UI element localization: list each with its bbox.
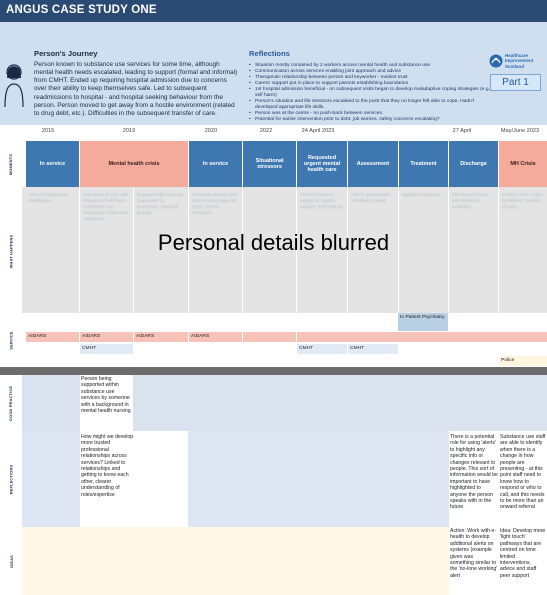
part-label: Part 1 (490, 74, 541, 91)
service-aidars: AIDARS (26, 332, 79, 342)
moment-mh-crisis: MH Crisis (499, 141, 547, 187)
row-label-service (0, 313, 22, 367)
row-label-text: GOOD PRACTICE (8, 385, 14, 421)
row-label-text: WHAT HAPPENS (8, 234, 14, 268)
service-police: Police (499, 356, 547, 366)
year-label: 2022 (259, 128, 273, 134)
section-divider (0, 367, 547, 375)
logo-mark-icon (489, 54, 503, 68)
year-label: 2019 (122, 128, 136, 134)
row-label-good-practice (0, 375, 22, 431)
reflection-item: • Person's situation and life stressors escalated to the point that they no longer felt able to cope. Hadn't developed appropriate life skills. (249, 99, 491, 111)
good-practice-text: Person being supported within substance use services by someone with a background in mental health nursing (81, 376, 131, 415)
reflections-list (249, 63, 491, 123)
reflection-cell: Substance use staff are able to identify when there is a change in how people are presenting - at this point staff need to know how to respond or who to call, and this needs to be more than an onward referral (500, 434, 546, 511)
logo-line: Improvement (505, 58, 534, 64)
reflection-item: • Therapeutic relationship between person and keyworker - evident trust (249, 75, 491, 81)
reflection-item: • Communication across services enabling joint approach and advice (249, 69, 491, 75)
blur-notice: Personal details blurred (157, 230, 390, 255)
reflection-cell: There is a potential role for using 'alerts' to highlight any specific info or changes relevant to people. This sort of information would be important to have highlighted to anyone the person speaks with in the future. (450, 434, 498, 511)
service-inpatient: In Patient Psychiatry (398, 313, 448, 331)
moment-situational-stressors: Situational stressors (243, 141, 296, 187)
reflection-item: • Carers' support put in place to support parents establishing boundaries (249, 81, 491, 87)
year-label: 2020 (204, 128, 218, 134)
reflection-cell: How might we develop more trusted professional relationships across services? Linked to relationships and getting to know each other, clearer understanding of roles/expertise (81, 434, 134, 498)
blurred-text: Phoned services asking for urgent support. Referred on. (300, 192, 344, 209)
blurred-text: Further crisis. Police contacted. Transfer of care. (502, 192, 544, 209)
title-bar (0, 0, 547, 22)
service-aidars: AIDARS (189, 332, 242, 342)
service-aidars-bar (243, 332, 296, 342)
blurred-text: CMHT assessment. Admitted to ward. (351, 192, 392, 203)
moment-in-service: In service (26, 141, 79, 187)
year-label: 27 April (452, 128, 472, 134)
moment-requested-urgent-care: Requested urgent mental health care (297, 141, 347, 187)
row-label-text: MOMENTS (8, 153, 14, 175)
service-aidars: AIDARS (80, 332, 133, 342)
logo-line: Healthcare (505, 53, 529, 58)
blurred-text: Discharged home with follow up arranged. (452, 192, 489, 209)
row-label-text: IDEAS (8, 554, 14, 568)
reflection-item: • Situation mostly contained by 2 workers across mental health and substance use (249, 63, 491, 69)
reflection-item: • 1st hospital admission beneficial - on subsequent visits began to develop maladaptive coping strategies (e.g. self harm) (249, 87, 491, 99)
journey-text: Person known to substance use services for some time, although mental health needs escalated, leading to support (formal and informal) from CMHT. Ended up requiring hospital admission due to concerns over their ability to keep themselves safe. Led to subsequent readmissions to hospital - and hospital seeking behaviour from the person. Person moved to get away from a hostile environment (related to drug debt, etc.). Difficulties in the subsequent transfer of care. (34, 61, 238, 117)
reflections-heading: Reflections (249, 49, 290, 58)
logo-text (505, 53, 533, 69)
row-label-ideas (0, 527, 22, 595)
person-icon (2, 62, 26, 108)
moment-treatment: Treatment (399, 141, 448, 187)
service-cmht: CMHT (348, 344, 398, 354)
row-label-text: REFLECTIONS (8, 464, 14, 494)
blurred-text: Stressors around debt and housing began to build. Anxiety increased. (192, 192, 238, 215)
year-label: 2015 (41, 128, 55, 134)
intro-panel (0, 22, 547, 125)
page-title: ANGUS CASE STUDY ONE (6, 4, 157, 16)
moment-mental-health-crisis: Mental health crisis (80, 141, 188, 187)
blurred-text: Presented at A&E with thoughts of self harm. Substance use increased. Crisis team contacted. (83, 192, 129, 221)
service-aidars: AIDARS (134, 332, 188, 342)
year-label: 24 April 2023 (301, 128, 335, 134)
idea-cell: Idea: Develop more 'light touch' pathways that are centred on time limited interventions, advice and staff peer support (500, 528, 546, 579)
moment-discharge: Discharge (449, 141, 498, 187)
blurred-text: Engaged with services. Supported by keyworker. Attended groups. (137, 192, 185, 215)
service-aidars-bar (297, 332, 547, 342)
his-logo (489, 52, 547, 74)
row-label-moments (0, 141, 22, 187)
moment-assessment: Assessment (348, 141, 398, 187)
row-label-reflections (0, 431, 22, 527)
reflection-item: • Person was at the centre - no push-back between services. (249, 111, 491, 117)
logo-line: Scotland (505, 63, 525, 69)
moment-in-service: In service (189, 141, 242, 187)
idea-cell: Action: Work with e-health to develop additional alerts on systems (example given was something similar to the 'no-lone working' alert (450, 528, 498, 579)
year-label: May/June 2023 (500, 128, 540, 134)
service-cmht: CMHT (80, 344, 133, 354)
blurred-text: Use of substances, medication (29, 192, 69, 203)
timeline-years (0, 125, 547, 139)
reflection-item: • Potential for earlier intervention prior to debt, job worries, safety concerns escalating? (249, 117, 491, 123)
row-label-text: SERVICE (8, 330, 14, 350)
service-cmht: CMHT (297, 344, 347, 354)
blurred-text: Inpatient treatment (402, 192, 441, 197)
journey-heading: Person's Journey (34, 49, 98, 58)
